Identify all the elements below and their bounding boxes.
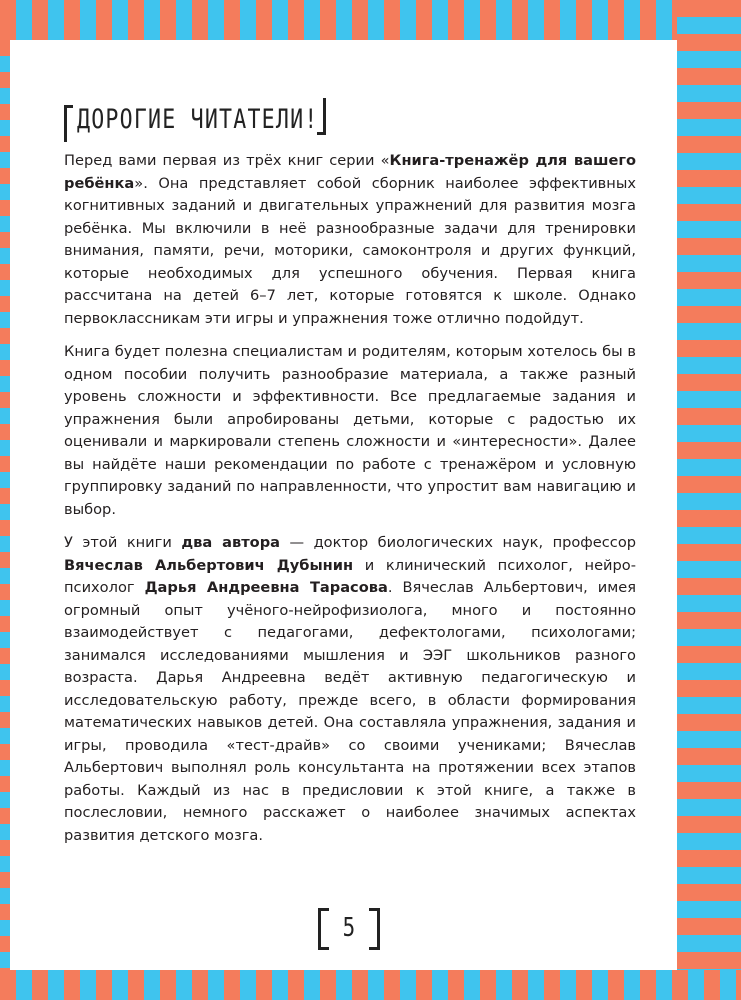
page-number: 5 xyxy=(342,913,356,943)
body-text xyxy=(64,150,636,858)
text-run: У этой книги xyxy=(64,534,182,551)
bold-text-run: Вячеслав Альбертович Дубынин xyxy=(64,556,354,574)
text-run: Перед вами первая из трёх книг серии « xyxy=(64,152,390,169)
page-number-bracket-left-icon xyxy=(318,908,329,950)
paragraph xyxy=(64,532,636,847)
page-number-bracket-right-icon xyxy=(369,908,380,950)
text-run: — доктор биологических наук, профессор xyxy=(280,534,637,551)
text-run: . Вячеслав Альбертович, имея огромный опыт учёного-нейрофизиолога, много и постоянно взаимодействует с педагогами, дефектологами, психологами; занимался исследованиями мышления и ЭЭГ школьников разного возраста. Дарья Андреевна ведёт активную педагогическую и исследовательскую работу, прежде всего, в области формирования математических навыков детей. Она составляла упражнения, задания и игры, проводила «тест-драйв» со своими учениками; Вячеслав Альбертович выполнял роль консультанта на протяжении всех этапов работы. Каждый из нас в предисловии к этой книге, а также в послесловии, немного расскажет о наиболее значимых аспектах развития детского мозга. xyxy=(64,579,636,844)
paragraph xyxy=(64,341,636,521)
striped-border-left xyxy=(0,40,10,1000)
bold-text-run: два автора xyxy=(181,534,280,551)
heading-block xyxy=(64,97,326,141)
paragraph xyxy=(64,150,636,330)
striped-border-bottom xyxy=(0,970,741,1000)
striped-border-top xyxy=(0,0,741,40)
bold-text-run: Книга-тренажёр для вашего ребёнка xyxy=(64,152,636,192)
heading-bracket-left-icon xyxy=(64,105,73,142)
text-run: ». Она представляет собой сборник наиболее эффективных когнитивных заданий и двигательных упражнений для развития мозга ребёнка. Мы включили в неё разнообразные задачи для тренировки внимания, памяти, речи, моторики, самоконтроля и других функций, которые необходимых для успешного обучения. Первая книга рассчитана на детей 6–7 лет, которые готовятся к школе. Однако первоклассникам эти игры и упражнения тоже отлично подойдут. xyxy=(64,174,636,327)
text-run: Книга будет полезна специалистам и родителям, которым хотелось бы в одном пособии получить разнообразие материала, а также разный уровень сложности и эффективности. Все предлагаемые задания и упражнения были апробированы детьми, которые с радостью их оценивали и маркировали степень сложности и «интересности». Далее вы найдёте наши рекомендации по работе с тренажёром и условную группировку заданий по направленности, что упростит вам навигацию и выбор. xyxy=(64,343,636,518)
striped-border-right xyxy=(677,0,741,1000)
page-heading: ДОРОГИЕ ЧИТАТЕЛИ! xyxy=(77,103,319,135)
text-run: и клинический психолог, нейро-психолог xyxy=(64,556,636,596)
bold-text-run: Дарья Андреевна Тарасова xyxy=(144,579,388,596)
page-number-block xyxy=(318,906,380,950)
